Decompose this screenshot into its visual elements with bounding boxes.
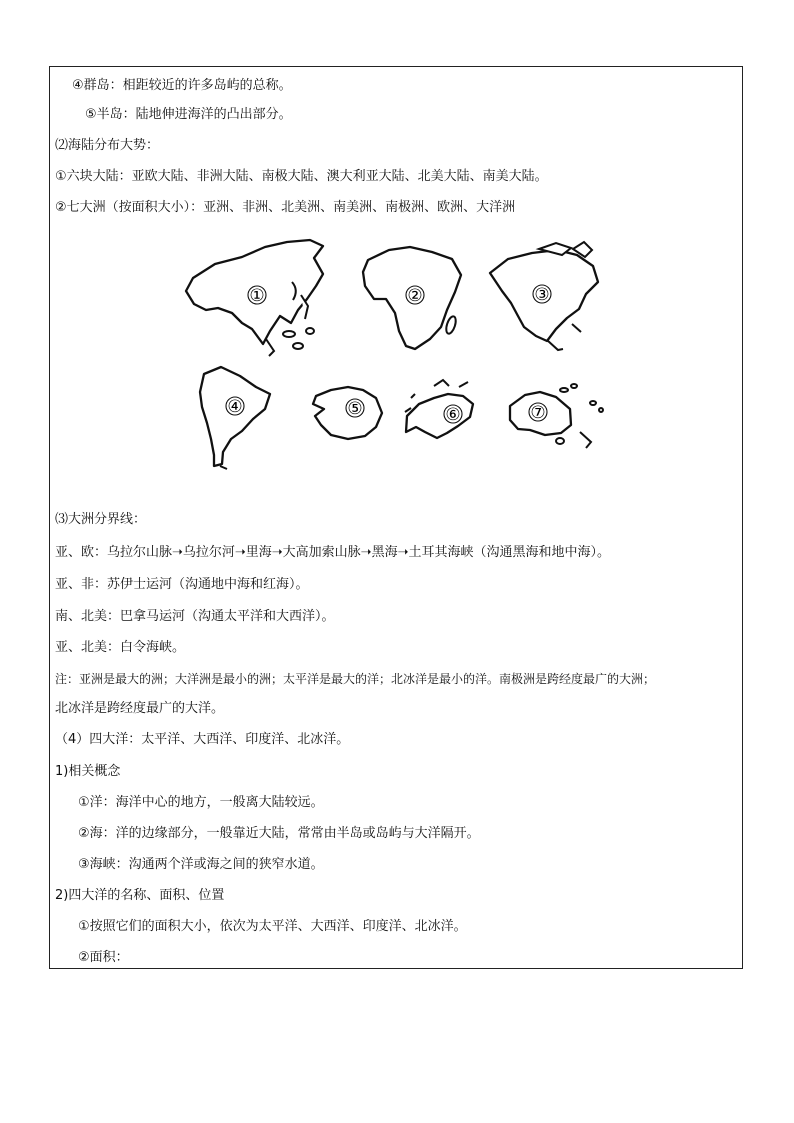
text-line-8: 亚、非：苏伊士运河（沟通地中海和红海）。 <box>55 577 309 592</box>
text-line-18: 2)四大洋的名称、面积、位置 <box>55 888 225 903</box>
text-line-4: ①六块大陆：亚欧大陆、非洲大陆、南极大陆、澳大利亚大陆、北美大陆、南美大陆。 <box>55 169 548 184</box>
text-line-19: ①按照它们的面积大小，依次为太平洋、大西洋、印度洋、北冰洋。 <box>78 919 467 934</box>
text-line-1: ④群岛：相距较近的许多岛屿的总称。 <box>72 78 292 93</box>
map-label-4: ④ <box>227 397 243 417</box>
map-label-6: ⑥ <box>445 405 461 425</box>
text-line-15: ①洋：海洋中心的地方，一般离大陆较远。 <box>78 795 324 810</box>
text-line-13: （4）四大洋：太平洋、大西洋、印度洋、北冰洋。 <box>55 732 350 747</box>
europe-map-icon <box>405 380 473 438</box>
text-line-17: ③海峡：沟通两个洋或海之间的狭窄水道。 <box>78 857 324 872</box>
text-line-2: ⑤半岛：陆地伸进海洋的凸出部分。 <box>85 107 292 122</box>
text-line-3: ⑵海陆分布大势： <box>55 138 160 153</box>
text-line-20: ②面积： <box>78 950 129 965</box>
text-line-12: 北冰洋是跨经度最广的大洋。 <box>55 701 225 716</box>
text-line-7: 亚、欧：乌拉尔山脉➝乌拉尔河➝里海➝大高加索山脉➝黑海➝土耳其海峡（沟通黑海和地中海）。 <box>55 545 610 560</box>
map-label-3: ③ <box>534 285 550 305</box>
text-line-5: ②七大洲（按面积大小）：亚洲、非洲、北美洲、南美洲、南极洲、欧洲、大洋洲 <box>55 200 516 215</box>
map-label-5: ⑤ <box>347 399 363 419</box>
text-line-6: ⑶大洲分界线： <box>55 512 147 527</box>
map-label-1: ① <box>249 286 265 306</box>
text-line-16: ②海：洋的边缘部分，一般靠近大陆，常常由半岛或岛屿与大洋隔开。 <box>78 826 480 841</box>
text-line-10: 亚、北美：白令海峡。 <box>55 640 186 655</box>
continent-maps-svg <box>175 228 625 473</box>
continent-figure <box>175 228 625 473</box>
oceania-map-icon <box>510 384 603 448</box>
south-america-map-icon <box>200 367 270 469</box>
text-line-11: 注：亚洲是最大的洲；大洋洲是最小的洲；太平洋是最大的洋；北冰洋是最小的洋。南极洲是跨经度最广的大洲； <box>55 672 656 686</box>
map-label-2: ② <box>407 286 423 306</box>
text-line-14: 1)相关概念 <box>55 764 121 779</box>
text-line-9: 南、北美：巴拿马运河（沟通太平洋和大西洋）。 <box>55 609 335 624</box>
map-label-7: ⑦ <box>530 403 546 423</box>
